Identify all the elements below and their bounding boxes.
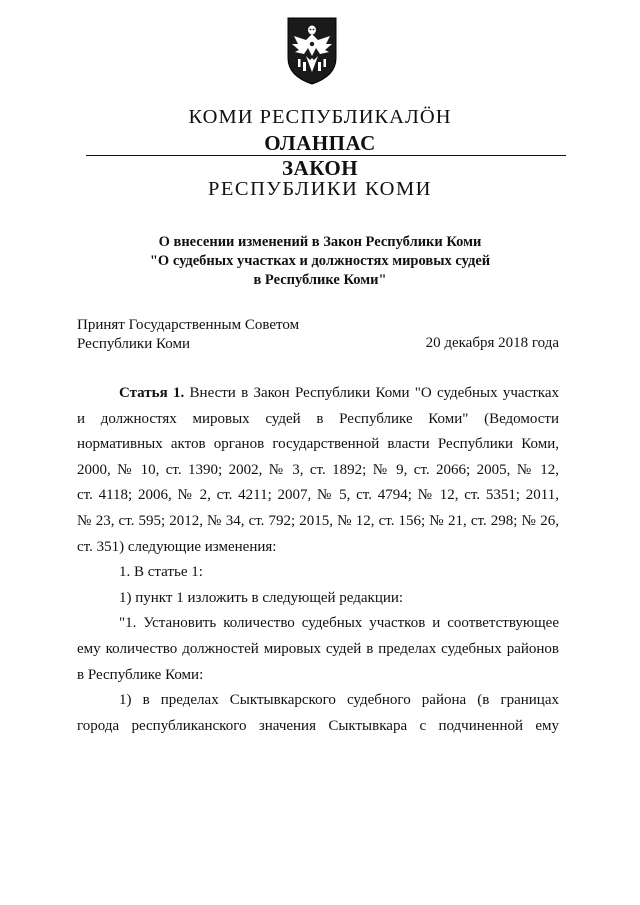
- law-title: ЗАКОН: [281, 156, 359, 180]
- article-1-line-2: и должностях мировых судей в Республике Коми" (Ведомости: [77, 410, 559, 427]
- article-1-line-1: [77, 381, 559, 407]
- komi-coat-of-arms-icon: [285, 14, 339, 86]
- subject-line-3: в Республике Коми": [253, 272, 387, 288]
- article-label: Статья 1.: [119, 385, 185, 401]
- republic-subtitle: РЕСПУБЛИКИ КОМИ: [208, 178, 432, 200]
- adopted-line-2: Республики Коми: [77, 335, 190, 352]
- komi-republic-title: КОМИ РЕСПУБЛИКАЛӦН: [188, 106, 452, 128]
- olanpas-title: ОЛАНПАС: [264, 131, 376, 155]
- adopted-line-1: Принят Государственным Советом: [77, 317, 300, 333]
- article-1-line-3: нормативных актов органов государственной власти Республики Коми,: [77, 436, 559, 453]
- article-1-line-7: ст. 351) следующие изменения:: [77, 538, 277, 555]
- adopted-by: [77, 316, 299, 353]
- article-1-line-5: ст. 4118; 2006, № 2, ст. 4211; 2007, № 5, ст. 4794; № 12, ст. 5351; 2011,: [77, 487, 559, 504]
- adopted-date: 20 декабря 2018 года: [425, 335, 559, 351]
- article-1-text-start: Внести в Закон Республики Коми "О судебных участках: [184, 385, 559, 401]
- article-1-line-4: 2000, № 10, ст. 1390; 2002, № 3, ст. 1892; № 9, ст. 2066; 2005, № 12,: [77, 461, 559, 478]
- item-1-heading: 1. В статье 1:: [119, 564, 203, 581]
- law-subject: [0, 233, 640, 290]
- subject-line-1: О внесении изменений в Закон Республики Коми: [158, 234, 482, 250]
- subitem-1-heading: 1) пункт 1 изложить в следующей редакции:: [119, 589, 404, 606]
- district-line-2: города республиканского значения Сыктывкара с подчиненной ему: [77, 717, 559, 734]
- district-line-1: 1) в пределах Сыктывкарского судебного района (в границах: [119, 692, 559, 709]
- article-1-line-6: № 23, ст. 595; 2012, № 34, ст. 792; 2015, № 12, ст. 156; № 21, ст. 298; № 26,: [77, 512, 559, 529]
- quote-line-3: в Республике Коми:: [77, 666, 204, 683]
- quote-line-1: "1. Установить количество судебных участков и соответствующее: [119, 615, 559, 632]
- quote-line-2: ему количество должностей мировых судей в пределах судебных районов: [77, 640, 559, 657]
- subject-line-2: "О судебных участках и должностях мировых судей: [149, 253, 491, 269]
- law-body: [77, 381, 559, 739]
